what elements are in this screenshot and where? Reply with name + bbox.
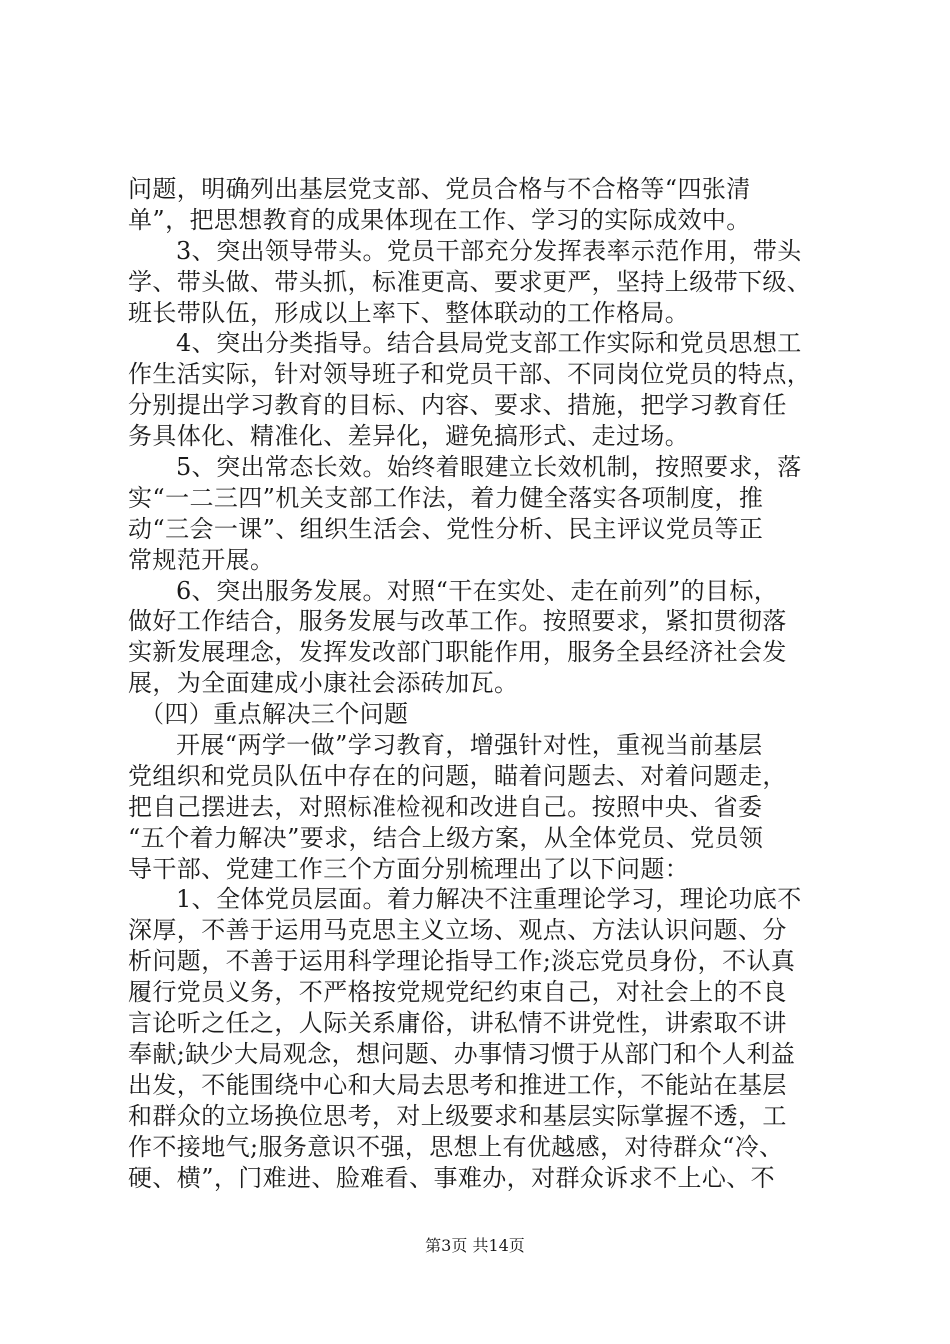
text-line: 5、突出常态长效。始终着眼建立长效机制，按照要求，落 bbox=[176, 453, 802, 482]
text-line: 班长带队伍，形成以上率下、整体联动的工作格局。 bbox=[128, 298, 690, 327]
body-text bbox=[128, 174, 828, 1193]
text-line: 出发，不能围绕中心和大局去思考和推进工作，不能站在基层 bbox=[128, 1070, 787, 1099]
text-line: 6、突出服务发展。对照“干在实处、走在前列”的目标， bbox=[176, 576, 779, 605]
text-line: 作不接地气;服务意识不强，思想上有优越感，对待群众“冷、 bbox=[128, 1132, 784, 1161]
text-line: 析问题，不善于运用科学理论指导工作;淡忘党员身份，不认真 bbox=[128, 947, 796, 976]
text-line: 开展“两学一做”学习教育，增强针对性，重视当前基层 bbox=[176, 731, 763, 760]
text-line: “五个着力解决”要求，结合上级方案，从全体党员、党员领 bbox=[128, 823, 764, 852]
text-line: 3、突出领导带头。党员干部充分发挥表率示范作用，带头 bbox=[176, 236, 802, 265]
section-heading: （四）重点解决三个问题 bbox=[140, 700, 409, 729]
text-line: 硬、横”，门难进、脸难看、事难办，对群众诉求不上心、不 bbox=[128, 1163, 776, 1192]
text-line: 务具体化、精准化、差异化，避免搞形式、走过场。 bbox=[128, 422, 690, 451]
text-line: 党组织和党员队伍中存在的问题，瞄着问题去、对着问题走， bbox=[128, 761, 787, 790]
text-line: 深厚，不善于运用马克思主义立场、观点、方法认识问题、分 bbox=[128, 916, 787, 945]
text-line: 履行党员义务，不严格按党规党纪约束自己，对社会上的不良 bbox=[128, 978, 787, 1007]
text-line: 1、全体党员层面。着力解决不注重理论学习，理论功底不 bbox=[176, 885, 802, 914]
text-line: 导干部、党建工作三个方面分别梳理出了以下问题： bbox=[128, 854, 690, 883]
text-line: 实新发展理念，发挥发改部门职能作用，服务全县经济社会发 bbox=[128, 638, 787, 667]
text-line: 把自己摆进去，对照标准检视和改进自己。按照中央、省委 bbox=[128, 792, 763, 821]
text-line: 展，为全面建成小康社会添砖加瓦。 bbox=[128, 669, 519, 698]
text-line: 作生活实际，针对领导班子和党员干部、不同岗位党员的特点， bbox=[128, 360, 812, 389]
text-line: 做好工作结合，服务发展与改革工作。按照要求，紧扣贯彻落 bbox=[128, 607, 787, 636]
text-line: 单”，把思想教育的成果体现在工作、学习的实际成效中。 bbox=[128, 205, 751, 234]
page-number: 第3页 共14页 bbox=[425, 1236, 525, 1255]
text-line: 和群众的立场换位思考，对上级要求和基层实际掌握不透，工 bbox=[128, 1101, 787, 1130]
text-line: 实“一二三四”机关支部工作法，着力健全落实各项制度，推 bbox=[128, 483, 764, 512]
text-line: 学、带头做、带头抓，标准更高、要求更严，坚持上级带下级、 bbox=[128, 267, 812, 296]
text-line: 问题，明确列出基层党支部、党员合格与不合格等“四张清 bbox=[128, 175, 751, 203]
text-line: 奉献;缺少大局观念，想问题、办事情习惯于从部门和个人利益 bbox=[128, 1039, 796, 1068]
text-line: 分别提出学习教育的目标、内容、要求、措施，把学习教育任 bbox=[128, 391, 787, 420]
text-line: 动“三会一课”、组织生活会、党性分析、民主评议党员等正 bbox=[128, 514, 764, 543]
text-line: 常规范开展。 bbox=[128, 545, 275, 574]
text-line: 言论听之任之，人际关系庸俗，讲私情不讲党性，讲索取不讲 bbox=[128, 1009, 787, 1038]
text-line: 4、突出分类指导。结合县局党支部工作实际和党员思想工 bbox=[176, 329, 802, 358]
